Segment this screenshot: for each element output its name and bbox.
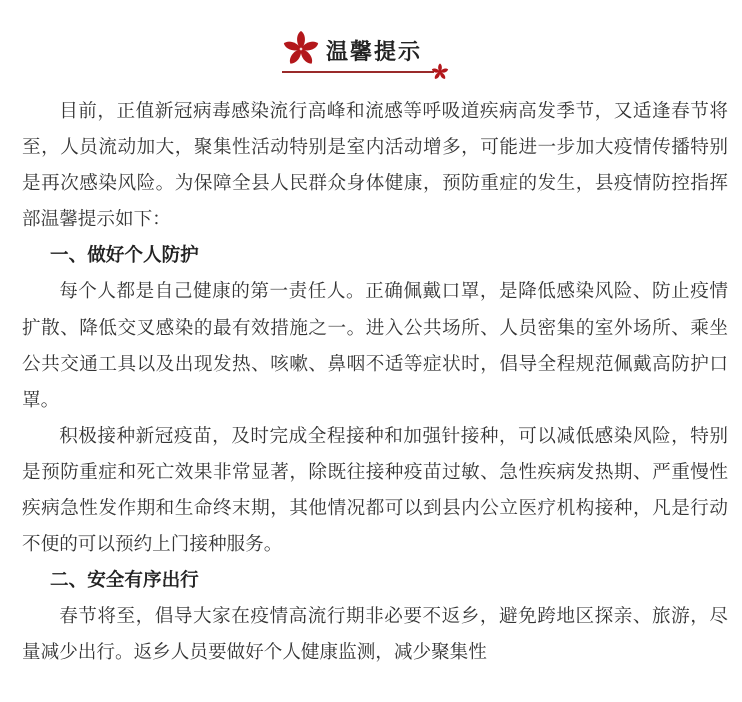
title-block <box>276 22 476 84</box>
section-heading-personal-protection: 一、做好个人防护 <box>50 245 199 267</box>
title-underline <box>282 71 434 73</box>
flower-icon <box>282 30 320 68</box>
page-title: 温馨提示 <box>326 40 423 65</box>
paragraph-vaccination: 积极接种新冠疫苗，及时完成全程接种和加强针接种，可以减低感染风险，特别是预防重症和死亡效果非常显著，除既往接种疫苗过敏、急性疾病发热期、严重慢性疾病急性发作期和生命终末期，其他情况都可以到县内公立医疗机构接种，凡是行动不便的可以预约上门接种服务。 <box>22 425 728 556</box>
small-flower-icon <box>431 63 449 81</box>
section-heading-safe-travel: 二、安全有序出行 <box>50 570 199 592</box>
intro-paragraph: 目前，正值新冠病毒感染流行高峰和流感等呼吸道疾病高发季节，又适逢春节将至，人员流动加大，聚集性活动特别是室内活动增多，可能进一步加大疫情传播特别是再次感染风险。为保障全县人民群众身体健康，预防重症的发生，县疫情防控指挥部温馨提示如下： <box>22 101 728 231</box>
paragraph-travel: 春节将至，倡导大家在疫情高流行期非必要不返乡，避免跨地区探亲、旅游，尽量减少出行。返乡人员要做好个人健康监测，减少聚集性 <box>22 606 728 664</box>
notice-content <box>22 94 728 672</box>
paragraph-mask-wearing: 每个人都是自己健康的第一责任人。正确佩戴口罩，是降低感染风险、防止疫情扩散、降低交叉感染的最有效措施之一。进入公共场所、人员密集的室外场所、乘坐公共交通工具以及出现发热、咳嗽、鼻咽不适等症状时，倡导全程规范佩戴高防护口罩。 <box>22 281 728 411</box>
